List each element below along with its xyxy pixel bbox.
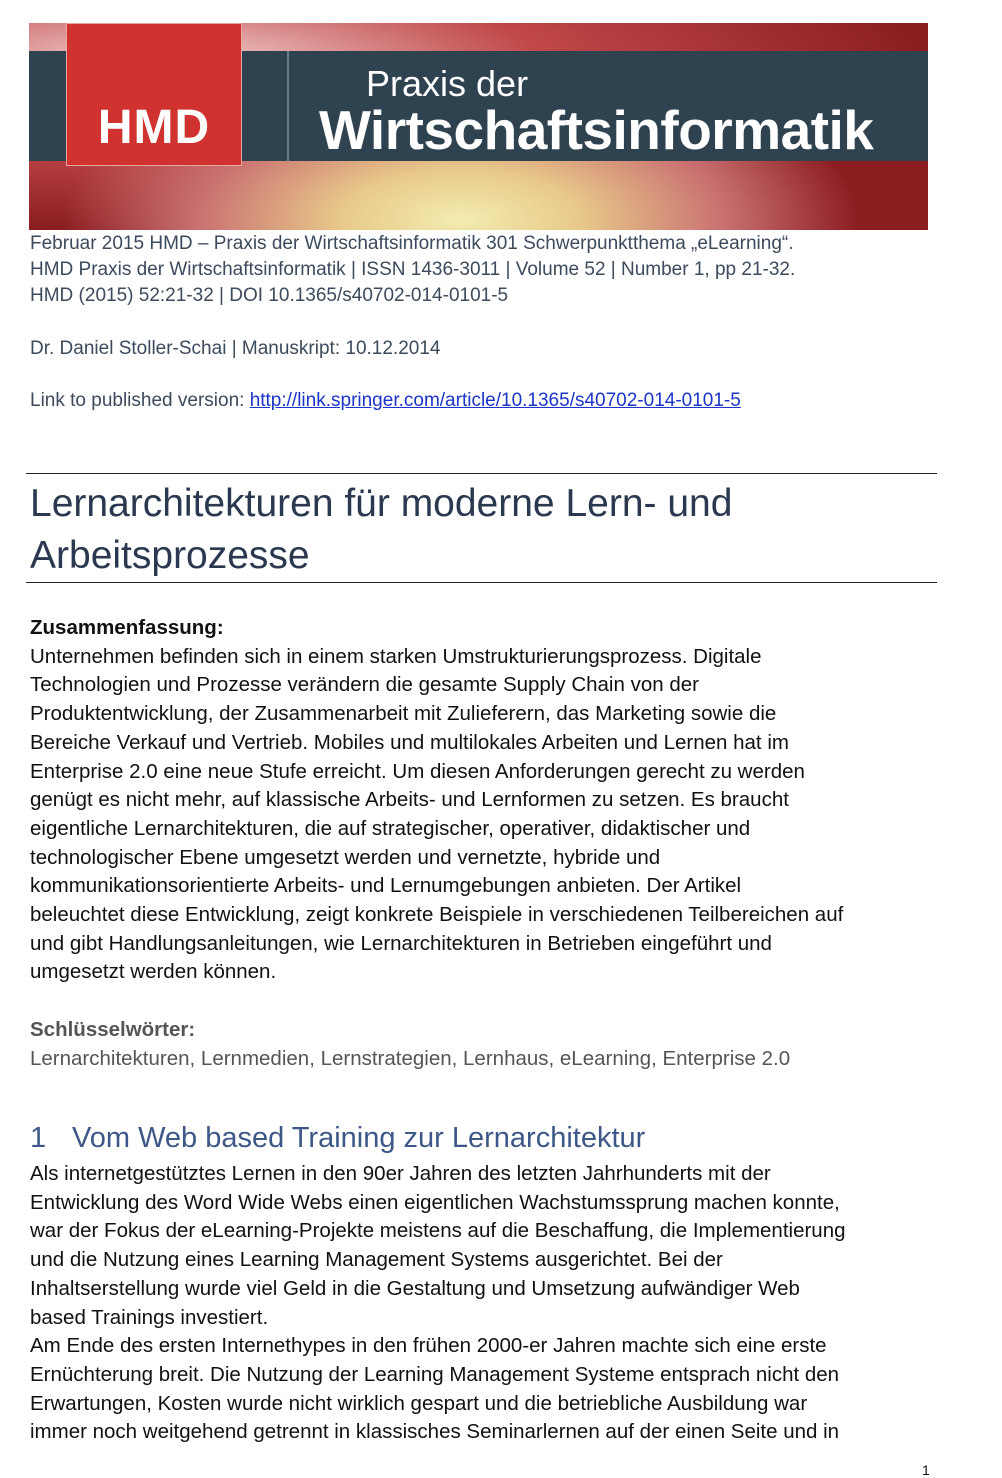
keywords-label: Schlüsselwörter: xyxy=(30,1018,196,1041)
keywords xyxy=(30,1016,790,1073)
link-label: Link to published version: xyxy=(30,390,250,411)
body-line: Entwicklung des Word Wide Webs einen eigentlichen Wachstumssprung machen konnte, xyxy=(30,1190,840,1214)
abstract-line: Enterprise 2.0 eine neue Stufe erreicht. Um diesen Anforderungen gerecht zu werden xyxy=(30,759,805,783)
title-rule-top xyxy=(26,473,937,474)
banner-divider xyxy=(287,51,289,161)
body-line: Inhaltserstellung wurde viel Geld in die Gestaltung und Umsetzung aufwändiger Web xyxy=(30,1276,800,1300)
published-link-line xyxy=(30,390,741,412)
banner-title-line2: Wirtschaftsinformatik xyxy=(319,99,874,161)
abstract-line: Unternehmen befinden sich in einem starken Umstrukturierungsprozess. Digitale xyxy=(30,644,762,668)
body-line: Am Ende des ersten Internethypes in den frühen 2000-er Jahren machte sich eine erste xyxy=(30,1334,827,1358)
abstract-line: genügt es nicht mehr, auf klassische Arbeits- und Lernformen zu setzen. Es braucht xyxy=(30,788,789,812)
body-line: immer noch weitgehend getrennt in klassisches Seminarlernen auf der einen Seite und in xyxy=(30,1420,840,1444)
hmd-logo xyxy=(66,23,242,166)
citation-line-3: HMD (2015) 52:21-32 | DOI 10.1365/s40702-014-0101-5 xyxy=(30,285,509,306)
abstract-line: Produktentwicklung, der Zusammenarbeit mit Zulieferern, das Marketing sowie die xyxy=(30,702,777,726)
section-title: Vom Web based Training zur Lernarchitektur xyxy=(72,1122,646,1154)
abstract-line: eigentliche Lernarchitekturen, die auf strategischer, operativer, didaktischer und xyxy=(30,816,751,840)
body-line: Ernüchterung breit. Die Nutzung der Learning Management Systeme entsprach nicht den xyxy=(30,1362,840,1386)
author-line: Dr. Daniel Stoller-Schai | Manuskript: 10.12.2014 xyxy=(30,338,441,359)
abstract-line: Technologien und Prozesse verändern die gesamte Supply Chain von der xyxy=(30,673,699,697)
article-title-line: Lernarchitekturen für moderne Lern- und xyxy=(30,482,733,525)
abstract-line: umgesetzt werden können. xyxy=(30,960,277,984)
abstract-line: beleuchtet diese Entwicklung, zeigt konkrete Beispiele in verschiedenen Teilbereichen auf xyxy=(30,903,844,927)
section-body xyxy=(30,1160,846,1447)
abstract-line: Bereiche Verkauf und Vertrieb. Mobiles und multilokales Arbeiten und Lernen hat im xyxy=(30,730,789,754)
body-line: Als internetgestütztes Lernen in den 90er Jahren des letzten Jahrhunderts mit der xyxy=(30,1162,771,1185)
abstract xyxy=(30,614,843,987)
body-line: und die Nutzung eines Learning Management Systems ausgerichtet. Bei der xyxy=(30,1248,723,1272)
section-number: 1 xyxy=(30,1122,47,1154)
body-line: war der Fokus der eLearning-Projekte meistens auf die Beschaffung, die Implementierung xyxy=(30,1219,846,1243)
article-title xyxy=(30,478,732,582)
journal-banner xyxy=(29,23,928,230)
abstract-line: kommunikationsorientierte Arbeits- und Lernumgebungen anbieten. Der Artikel xyxy=(30,874,742,898)
abstract-label: Zusammenfassung: xyxy=(30,616,224,639)
banner-title-line1: Praxis der xyxy=(366,63,529,104)
article-title-line: Arbeitsprozesse xyxy=(30,534,310,577)
abstract-line: und gibt Handlungsanleitungen, wie Lernarchitekturen in Betrieben eingeführt und xyxy=(30,931,772,955)
published-version-link[interactable]: http://link.springer.com/article/10.1365/s40702-014-0101-5 xyxy=(249,390,741,411)
section-heading xyxy=(30,1122,645,1155)
hmd-logo-text: HMD xyxy=(97,101,211,154)
body-line: based Trainings investiert. xyxy=(30,1305,269,1329)
title-rule-bottom xyxy=(26,582,937,583)
body-line: Erwartungen, Kosten wurde nicht wirklich gespart und die betriebliche Ausbildung war xyxy=(30,1391,808,1415)
citation-line-2: HMD Praxis der Wirtschaftsinformatik | ISSN 1436-3011 | Volume 52 | Number 1, pp 21-32. xyxy=(30,259,796,280)
keywords-text: Lernarchitekturen, Lernmedien, Lernstrategien, Lernhaus, eLearning, Enterprise 2.0 xyxy=(30,1046,791,1070)
abstract-line: technologischer Ebene umgesetzt werden und vernetzte, hybride und xyxy=(30,845,661,869)
citation-line-1: Februar 2015 HMD – Praxis der Wirtschaftsinformatik 301 Schwerpunktthema „eLearning“. xyxy=(30,233,794,254)
page-number: 1 xyxy=(922,1462,930,1478)
